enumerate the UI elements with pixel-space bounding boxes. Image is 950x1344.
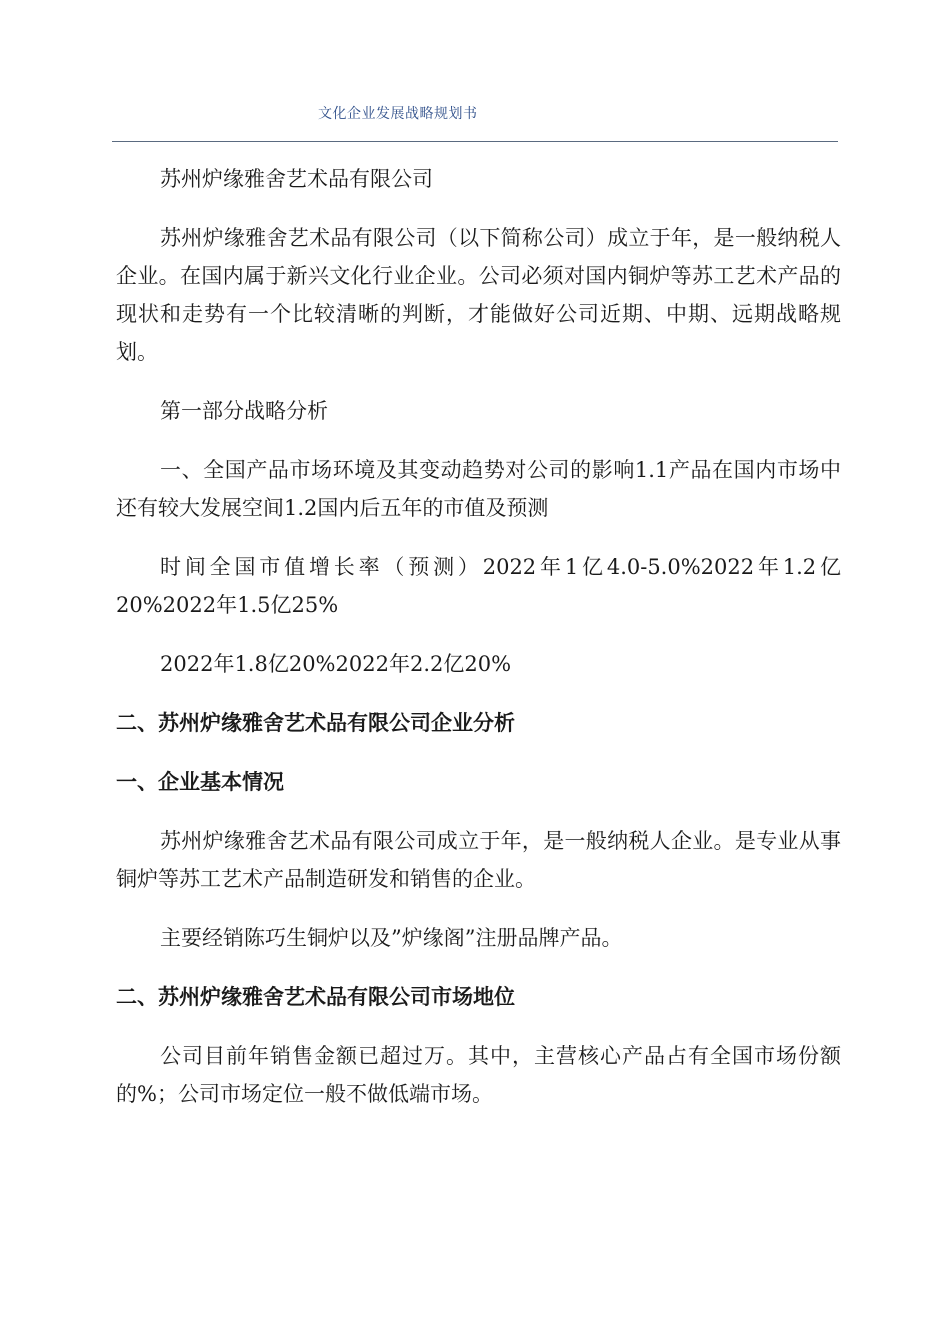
heading-market-position: 二、苏州炉缘雅舍艺术品有限公司市场地位 bbox=[116, 985, 515, 1009]
heading-company-analysis: 二、苏州炉缘雅舍艺术品有限公司企业分析 bbox=[116, 711, 515, 735]
part-one-title: 第一部分战略分析 bbox=[160, 399, 328, 423]
market-forecast-line-2: 2022年1.8亿20%2022年2.2亿20% bbox=[160, 652, 512, 676]
intro-paragraph: 苏州炉缘雅舍艺术品有限公司（以下简称公司）成立于年，是一般纳税人企业。在国内属于新兴文化行业企业。公司必须对国内铜炉等苏工艺术产品的现状和走势有一个比较清晰的判断，才能做好公司近期、中期、远期战略规划。 bbox=[116, 226, 841, 364]
products-paragraph: 主要经销陈巧生铜炉以及”炉缘阁”注册品牌产品。 bbox=[160, 926, 623, 950]
header-divider bbox=[112, 141, 838, 142]
market-forecast-line-1: 时间全国市值增长率（预测）2022年1亿4.0-5.0%2022年1.2亿20%2022年1.5亿25% bbox=[116, 555, 841, 617]
heading-basic-info: 一、企业基本情况 bbox=[116, 770, 284, 794]
company-name-paragraph: 苏州炉缘雅舍艺术品有限公司 bbox=[160, 167, 433, 191]
page-header-title: 文化企业发展战略规划书 bbox=[318, 106, 478, 122]
document-body bbox=[116, 160, 841, 1134]
market-position-paragraph: 公司目前年销售金额已超过万。其中，主营核心产品占有全国市场份额的%；公司市场定位一般不做低端市场。 bbox=[116, 1044, 841, 1106]
section-one-paragraph: 一、全国产品市场环境及其变动趋势对公司的影响1.1产品在国内市场中还有较大发展空间1.2国内后五年的市值及预测 bbox=[116, 458, 841, 520]
basic-info-paragraph: 苏州炉缘雅舍艺术品有限公司成立于年，是一般纳税人企业。是专业从事铜炉等苏工艺术产品制造研发和销售的企业。 bbox=[116, 829, 841, 891]
